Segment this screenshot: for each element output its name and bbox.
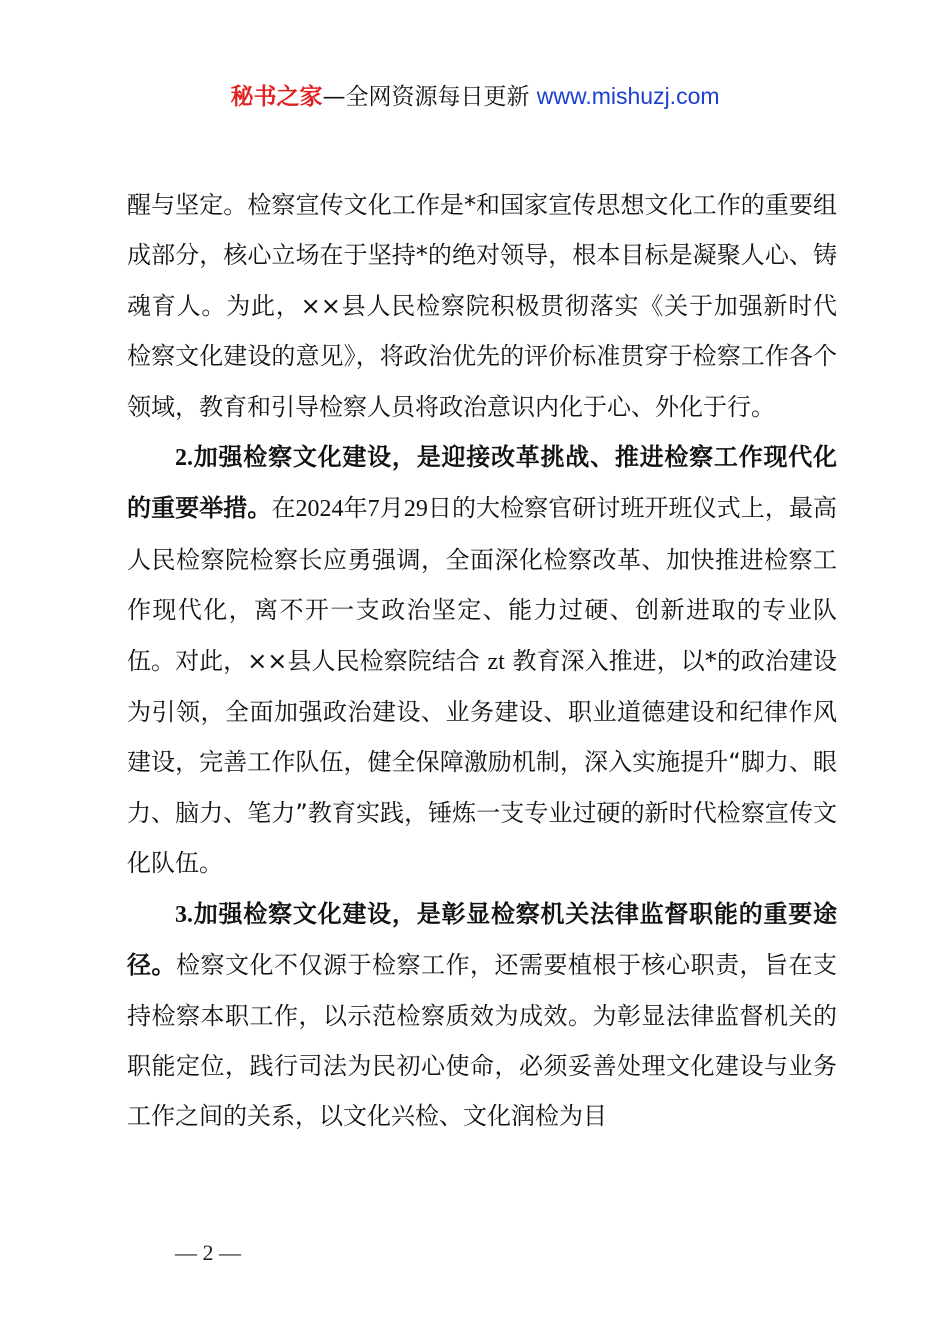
paragraph-3 [127, 889, 837, 1142]
date-day: 29 [403, 496, 428, 523]
header-slogan: —全网资源每日更新 [322, 84, 537, 110]
paragraph-2-text-5: 教育深入推进，以*的政治建设为引领，全面加强政治建设、业务建设、职业道德建设和纪律作风建设，完善工作队伍，健全保障激励机制，深入实施提升“脚力、眼力、脑力、笔力”教育实践，锤炼一支专业过硬的新时代检察宣传文化队伍。 [127, 646, 837, 878]
paragraph-2 [127, 432, 837, 889]
date-month: 7 [367, 496, 380, 523]
date-year: 2024 [295, 496, 344, 523]
paragraph-3-heading: 加强检察文化建设，是彰显检察机关法律监督职能的重要途径。 [127, 899, 837, 980]
document-body [127, 180, 837, 1142]
paragraph-1: 醒与坚定。检察宣传文化工作是*和国家宣传思想文化工作的重要组成部分，核心立场在于坚持*的绝对领导，根本目标是凝聚人心、铸魂育人。为此，××县人民检察院积极贯彻落实《关于加强新时代检察文化建设的意见》，将政治优先的评价标准贯穿于检察工作各个领域，教育和引导检察人员将政治意识内化于心、外化于行。 [127, 191, 837, 421]
paragraph-2-text-2: 年 [343, 494, 368, 523]
paragraph-2-text-1: 在 [271, 494, 296, 523]
paragraph-2-heading: 加强检察文化建设，是迎接改革挑战、推进检察工作现代化的重要举措。 [127, 443, 837, 523]
paragraph-3-number: 3. [175, 901, 193, 928]
page-number: — 2 — [175, 1240, 241, 1265]
paragraph-2-text-3: 月 [379, 494, 404, 523]
site-url[interactable]: www.mishuzj.com [536, 83, 720, 109]
zt-term: zt [487, 648, 505, 675]
paragraph-3-text: 检察文化不仅源于检察工作，还需要植根于核心职责，旨在支持检察本职工作，以示范检察质效为成效。为彰显法律监督机关的职能定位，践行司法为民初心使命，必须妥善处理文化建设与业务工作之间的关系，以文化兴检、文化润检为目 [127, 951, 837, 1131]
paragraph-2-number: 2. [175, 445, 193, 472]
page-header [0, 80, 950, 113]
paragraph-2-text-4: 日的大检察官研讨班开班仪式上，最高人民检察院检察长应勇强调，全面深化检察改革、加快推进检察工作现代化，离不开一支政治坚定、能力过硬、创新进取的专业队伍。对此，××县人民检察院结合 [127, 494, 838, 675]
brand-name: 秘书之家 [230, 84, 323, 110]
